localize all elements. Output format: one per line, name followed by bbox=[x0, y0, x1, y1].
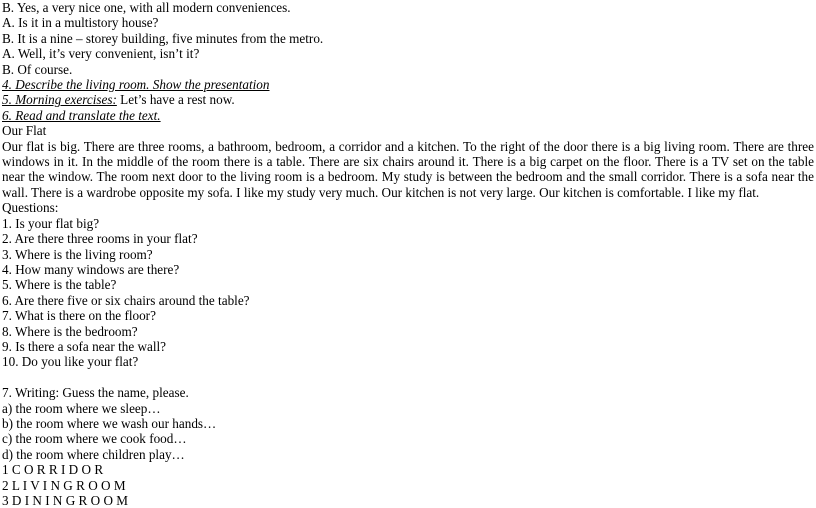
writing-item: c) the room where we cook food… bbox=[2, 431, 187, 447]
task-6-label: 6. Read and translate the text. bbox=[2, 107, 161, 123]
text-title: Our Flat bbox=[2, 123, 47, 139]
question-item: 5. Where is the table? bbox=[2, 277, 117, 293]
writing-heading: 7. Writing: Guess the name, please. bbox=[2, 385, 189, 401]
question-item: 1. Is your flat big? bbox=[2, 215, 100, 231]
dialog-line: B. Of course. bbox=[2, 61, 73, 77]
text-body: Our flat is big. There are three rooms, a bathroom, bedroom, a corridor and a kitchen. To the right of the door there is a big living room. There are three windows in it. In the middle of the room there is a table. There are six chairs around it. There is a big carpet on the floor. There is a TV set on the table near the window. The room next door to the living room is a bedroom. My study is between the bedroom and the small corridor. There is a sofa near the wall. There is a wardrobe opposite my sofa. I like my study very much. Our kitchen is not very large. Our kitchen is comfortable. I like my flat. bbox=[2, 138, 814, 200]
document bbox=[2, 0, 814, 508]
writing-item: a) the room where we sleep… bbox=[2, 400, 161, 416]
writing-answer: 1 C O R R I D O R bbox=[2, 462, 104, 478]
writing-item: d) the room where children play… bbox=[2, 446, 185, 462]
question-item: 7. What is there on the floor? bbox=[2, 308, 156, 324]
task-4-label: 4. Describe the living room. Show the presentation bbox=[2, 77, 270, 93]
task-4 bbox=[2, 77, 814, 92]
question-item: 8. Where is the bedroom? bbox=[2, 323, 138, 339]
writing-item: b) the room where we wash our hands… bbox=[2, 415, 217, 431]
task-5-label: 5. Morning exercises: bbox=[2, 92, 117, 108]
dialog-line: B. Yes, a very nice one, with all modern conveniences. bbox=[2, 0, 291, 15]
dialog-line: A. Is it in a multistory house? bbox=[2, 15, 159, 31]
question-item: 9. Is there a sofa near the wall? bbox=[2, 338, 167, 354]
writing-answer: 2 L I V I N G R O O M bbox=[2, 477, 126, 493]
question-item: 4. How many windows are there? bbox=[2, 261, 180, 277]
question-item: 2. Are there three rooms in your flat? bbox=[2, 231, 198, 247]
task-5 bbox=[2, 92, 814, 107]
dialog-line: B. It is a nine – storey building, five minutes from the metro. bbox=[2, 30, 324, 46]
writing-answer: 3 D I N I N G R O O M bbox=[2, 492, 129, 508]
task-6 bbox=[2, 108, 814, 123]
questions-heading: Questions: bbox=[2, 200, 59, 216]
spacer bbox=[2, 370, 814, 385]
question-item: 6. Are there five or six chairs around the table? bbox=[2, 292, 250, 308]
dialog-line: A. Well, it’s very convenient, isn’t it? bbox=[2, 46, 200, 62]
task-5-rest: Let’s have a rest now. bbox=[116, 92, 235, 108]
question-item: 3. Where is the living room? bbox=[2, 246, 153, 262]
question-item: 10. Do you like your flat? bbox=[2, 354, 139, 370]
